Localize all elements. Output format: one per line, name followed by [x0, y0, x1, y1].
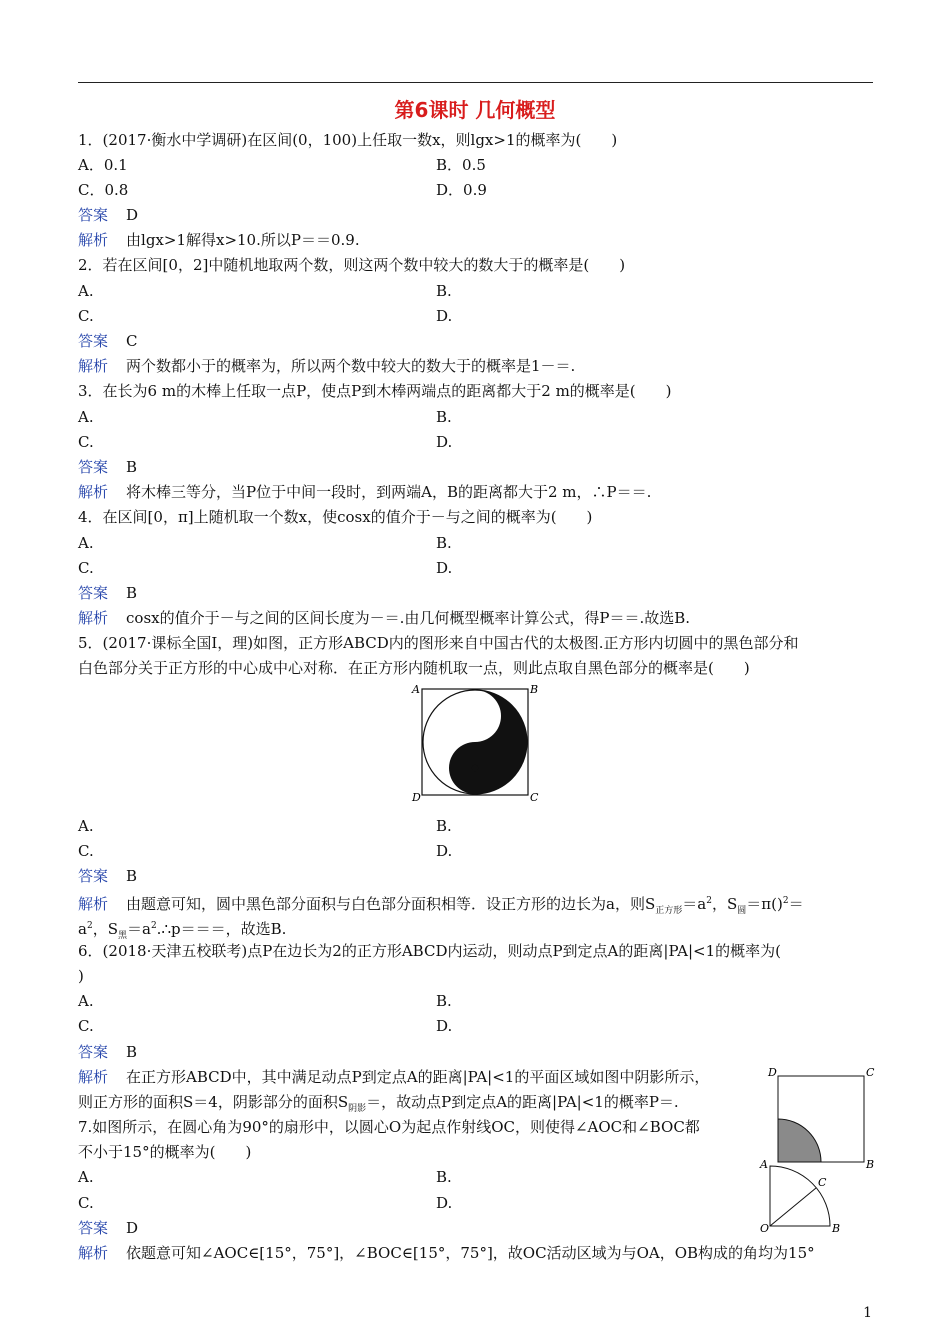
q2-analysis-text: 两个数都小于的概率为，所以两个数中较大的数大于的概率是1－＝. — [126, 357, 576, 375]
q3-stem: 3．在长为6 m的木棒上任取一点P，使点P到木棒两端点的距离都大于2 m的概率是( ) — [78, 382, 672, 400]
q6-stem-line2: ) — [78, 967, 84, 985]
q7-sector-figure — [758, 1158, 848, 1236]
q1-option-c: C．0.8 — [78, 181, 129, 199]
q2-option-a: A. — [78, 282, 94, 300]
label-d: D — [412, 791, 421, 804]
label-o: O — [760, 1222, 770, 1235]
q7-stem-line2: 不小于15°的概率为( ) — [78, 1143, 252, 1161]
q1-answer — [78, 205, 138, 225]
q7-option-c: C. — [78, 1194, 94, 1212]
q5-analysis-text: ，S — [92, 920, 118, 938]
q5-analysis-text: ＝ — [788, 895, 804, 913]
q6-option-a: A. — [78, 992, 94, 1010]
q5-stem-line1: 5．(2017·课标全国Ⅰ，理)如图，正方形ABCD内的图形来自中国古代的太极图.正方形内切圆中的黑色部分和 — [78, 634, 799, 652]
answer-label: 答案 — [78, 1043, 109, 1061]
q5-option-d: D. — [436, 842, 453, 860]
q5-option-a: A. — [78, 817, 94, 835]
superscript: 2 — [150, 921, 157, 931]
q7-answer-value: D — [126, 1219, 139, 1237]
q4-analysis — [78, 608, 690, 628]
label-d: D — [768, 1066, 777, 1079]
answer-label: 答案 — [78, 867, 109, 885]
q6-answer-value: B — [126, 1043, 138, 1061]
q6-analysis-line2 — [78, 1092, 679, 1119]
q4-option-d: D. — [436, 559, 453, 577]
q2-analysis — [78, 356, 575, 376]
q2-answer-value: C — [126, 332, 138, 350]
q5-analysis-text: ＝π() — [746, 895, 783, 913]
q6-option-b: B. — [436, 992, 452, 1010]
q3-option-a: A. — [78, 408, 94, 426]
q7-analysis — [78, 1243, 815, 1263]
black-dot — [472, 765, 478, 771]
analysis-label: 解析 — [78, 1244, 109, 1262]
q5-stem-line2: 白色部分关于正方形的中心成中心对称．在正方形内随机取一点，则此点取自黑色部分的概率是( ) — [78, 659, 750, 677]
label-c: C — [866, 1066, 875, 1079]
q1-option-b: B．0.5 — [436, 156, 486, 174]
ray-oc — [770, 1188, 816, 1226]
label-b: B — [866, 1158, 875, 1171]
q7-option-a: A. — [78, 1168, 94, 1186]
label-a: A — [760, 1158, 768, 1171]
q1-analysis-text: 由lgx>1解得x>10.所以P＝＝0.9. — [126, 231, 360, 249]
q7-option-d: D. — [436, 1194, 453, 1212]
label-c: C — [818, 1176, 827, 1189]
superscript: 2 — [782, 896, 789, 906]
q5-analysis-text: 由题意可知，圆中黑色部分面积与白色部分面积相等．设正方形的边长为a，则S — [126, 895, 656, 913]
q5-answer-value: B — [126, 867, 138, 885]
page-number: 1 — [863, 1305, 872, 1321]
q7-answer — [78, 1218, 138, 1238]
q3-option-c: C. — [78, 433, 94, 451]
answer-label: 答案 — [78, 206, 109, 224]
answer-label: 答案 — [78, 1219, 109, 1237]
q1-analysis — [78, 230, 360, 250]
q2-option-c: C. — [78, 307, 94, 325]
q6-option-d: D. — [436, 1017, 453, 1035]
q2-option-d: D. — [436, 307, 453, 325]
q1-answer-value: D — [126, 206, 139, 224]
q6-option-c: C. — [78, 1017, 94, 1035]
q6-analysis-text: 则正方形的面积S＝4，阴影部分的面积S — [78, 1093, 349, 1111]
q2-option-b: B. — [436, 282, 452, 300]
page-title: 第6课时 几何概型 — [394, 98, 556, 122]
label-b: B — [530, 683, 539, 696]
q7-stem-line1: 7.如图所示，在圆心角为90°的扇形中，以圆心O为起点作射线OC，则使得∠AOC和∠BOC都 — [78, 1118, 700, 1136]
white-dot — [472, 713, 478, 719]
answer-label: 答案 — [78, 332, 109, 350]
label-b: B — [832, 1222, 841, 1235]
q5-answer — [78, 866, 137, 886]
q4-option-c: C. — [78, 559, 94, 577]
analysis-label: 解析 — [78, 483, 109, 501]
q5-analysis-text: ＝a — [682, 895, 707, 913]
q6-analysis-text: ＝，故动点P到定点A的距离|PA|<1的概率P＝. — [366, 1093, 679, 1111]
analysis-label: 解析 — [78, 609, 109, 627]
q6-analysis-line1 — [78, 1067, 709, 1087]
q5-analysis-text: a — [78, 920, 87, 938]
subscript: 阴影 — [348, 1104, 367, 1114]
sector — [770, 1166, 830, 1226]
q3-option-b: B. — [436, 408, 452, 426]
analysis-label: 解析 — [78, 231, 109, 249]
q6-square-figure — [766, 1064, 878, 1172]
q7-option-b: B. — [436, 1168, 452, 1186]
q5-option-b: B. — [436, 817, 452, 835]
subscript: 黑 — [117, 931, 127, 941]
header-rule — [78, 82, 873, 83]
q5-analysis-text: ＝a — [126, 920, 151, 938]
q4-answer-value: B — [126, 584, 138, 602]
q4-option-a: A. — [78, 534, 94, 552]
q3-analysis-text: 将木棒三等分，当P位于中间一段时，到两端A，B的距离都大于2 m，∴P＝＝. — [126, 483, 652, 501]
taiji-figure — [408, 683, 542, 805]
subscript: 正方形 — [655, 906, 683, 916]
answer-label: 答案 — [78, 584, 109, 602]
analysis-label: 解析 — [78, 895, 109, 913]
analysis-label: 解析 — [78, 1068, 109, 1086]
q2-stem: 2．若在区间[0，2]中随机地取两个数，则这两个数中较大的数大于的概率是( ) — [78, 256, 626, 274]
q3-analysis — [78, 482, 651, 502]
q6-answer — [78, 1042, 137, 1062]
q1-stem: 1．(2017·衡水中学调研)在区间(0，100)上任取一数x，则lgx>1的概率为( ) — [78, 131, 618, 149]
q4-stem: 4．在区间[0，π]上随机取一个数x，使cosx的值介于－与之间的概率为( ) — [78, 508, 593, 526]
q3-answer-value: B — [126, 458, 138, 476]
q3-answer — [78, 457, 137, 477]
label-a: A — [412, 683, 420, 696]
q2-answer — [78, 331, 138, 351]
q4-analysis-text: cosx的值介于－与之间的区间长度为－＝.由几何概型概率计算公式，得P＝＝.故选B. — [126, 609, 691, 627]
q4-answer — [78, 583, 137, 603]
label-c: C — [530, 791, 539, 804]
subscript: 圆 — [737, 906, 747, 916]
q4-option-b: B. — [436, 534, 452, 552]
shaded-quarter-circle — [778, 1119, 821, 1162]
q5-analysis-text: .∴p＝＝＝，故选B. — [156, 920, 287, 938]
q6-stem-line1: 6．(2018·天津五校联考)点P在边长为2的正方形ABCD内运动，则动点P到定点A的距离|PA|<1的概率为( — [78, 942, 782, 960]
q6-analysis-text: 在正方形ABCD中，其中满足动点P到定点A的距离|PA|<1的平面区域如图中阴影所示， — [126, 1068, 710, 1086]
superscript: 2 — [706, 896, 712, 906]
q7-analysis-text: 依题意可知∠AOC∈[15°，75°]，∠BOC∈[15°，75°]，故OC活动区域为与OA，OB构成的角均为15° — [126, 1244, 815, 1262]
analysis-label: 解析 — [78, 357, 109, 375]
q1-option-d: D．0.9 — [436, 181, 487, 199]
q3-option-d: D. — [436, 433, 453, 451]
q1-option-a: A．0.1 — [78, 156, 128, 174]
superscript: 2 — [86, 921, 93, 931]
q5-option-c: C. — [78, 842, 94, 860]
answer-label: 答案 — [78, 458, 109, 476]
q5-analysis-text: ，S — [711, 895, 738, 913]
